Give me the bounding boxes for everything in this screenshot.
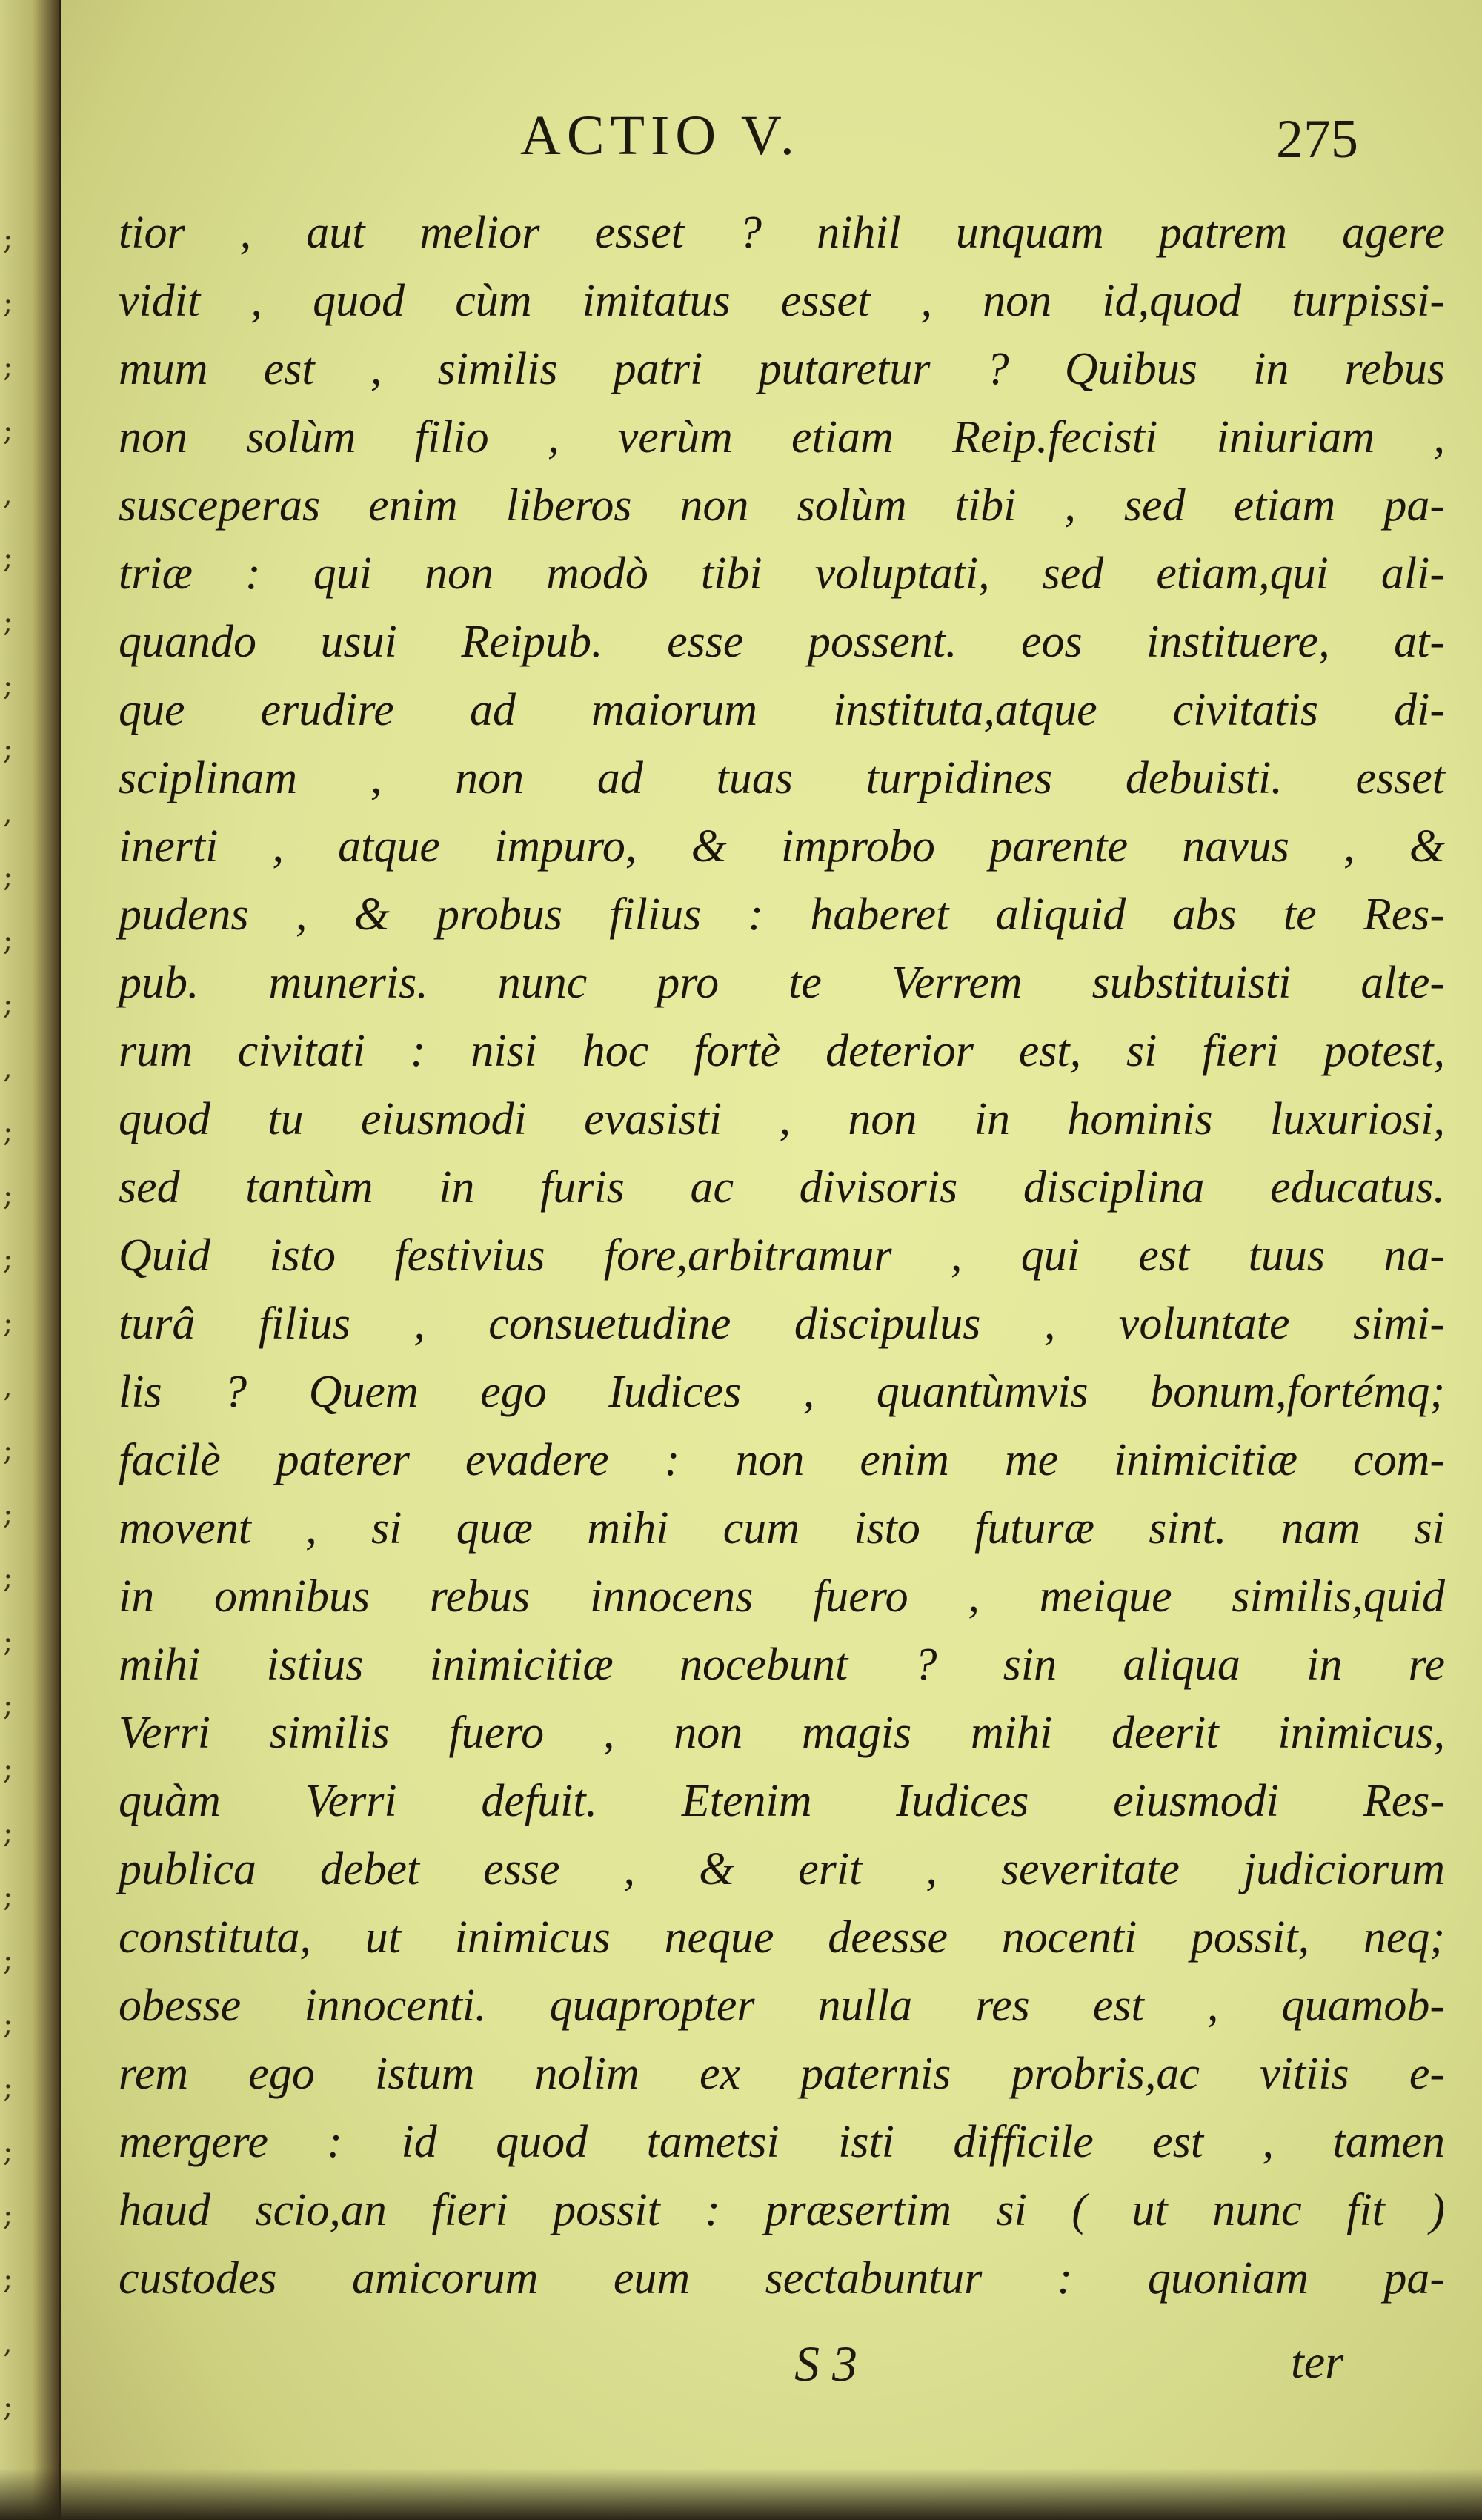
gutter-mark: ; <box>3 2262 13 2296</box>
gutter-mark: ; <box>3 669 13 703</box>
gutter-mark: ; <box>3 1497 13 1531</box>
gutter-mark: ; <box>3 1880 13 1914</box>
text-line: lis ? Quem ego Iudices , quantùmvis bonum,fortémq; <box>119 1367 1445 1417</box>
bottom-shadow <box>0 2468 1482 2520</box>
text-line: movent , si quæ mihi cum isto futuræ sint. nam si <box>119 1503 1445 1554</box>
gutter-mark: , <box>3 796 13 830</box>
text-line: tior , aut melior esset ? nihil unquam patrem agere <box>119 208 1445 258</box>
text-line: pudens , & probus filius : haberet aliquid abs te Res- <box>119 889 1445 940</box>
book-page <box>61 0 1482 2520</box>
text-line: constituta, ut inimicus neque deesse nocenti possit, neq; <box>119 1912 1445 1963</box>
text-line: facilè paterer evadere : non enim me inimicitiæ com- <box>119 1435 1445 1485</box>
body-text <box>119 199 1445 2312</box>
gutter-mark: ; <box>3 2007 13 2041</box>
text-line: sciplinam , non ad tuas turpidines debuisti. esset <box>119 753 1445 803</box>
text-line: quando usui Reipub. esse possent. eos instituere, at- <box>119 617 1445 667</box>
gutter-mark: ; <box>3 1752 13 1786</box>
gutter-marks <box>3 0 18 2520</box>
text-line: Quid isto festivius fore,arbitramur , qui est tuus na- <box>119 1230 1445 1281</box>
text-line: rum civitati : nisi hoc fortè deterior est, si fieri potest, <box>119 1026 1445 1076</box>
gutter-mark: ; <box>3 222 13 256</box>
text-line: quod tu eiusmodi evasisti , non in hominis luxuriosi, <box>119 1094 1445 1144</box>
gutter-mark: ; <box>3 2390 13 2424</box>
gutter-mark: ; <box>3 987 13 1021</box>
text-line: haud scio,an fieri possit : præsertim si ( ut nunc fit ) <box>119 2185 1445 2235</box>
text-line: triæ : qui non modò tibi voluptati, sed etiam,qui ali- <box>119 548 1445 599</box>
page-number: 275 <box>1276 109 1358 170</box>
gutter-mark: ; <box>3 2071 13 2105</box>
text-line: mergere : id quod tametsi isti difficile est , tamen <box>119 2117 1445 2167</box>
text-line: quàm Verri defuit. Etenim Iudices eiusmodi Res- <box>119 1776 1445 1826</box>
gutter-mark: ; <box>3 1625 13 1659</box>
text-line: turâ filius , consuetudine discipulus , voluntate simi- <box>119 1299 1445 1349</box>
text-line: publica debet esse , & erit , severitate judiciorum <box>119 1844 1445 1894</box>
gutter-mark: ; <box>3 1943 13 1977</box>
gutter-mark: ; <box>3 286 13 320</box>
gutter-mark: ; <box>3 1306 13 1340</box>
page-footer <box>61 2335 1482 2401</box>
gutter-mark: ; <box>3 541 13 575</box>
text-line: rem ego istum nolim ex paternis probris,ac vitiis e- <box>119 2049 1445 2099</box>
text-line: custodes amicorum eum sectabuntur : quoniam pa- <box>119 2253 1445 2304</box>
gutter-mark: , <box>3 1370 13 1404</box>
text-line: mihi istius inimicitiæ nocebunt ? sin aliqua in re <box>119 1639 1445 1690</box>
gutter-mark: ; <box>3 2135 13 2169</box>
text-line: non solùm filio , verùm etiam Reip.fecisti iniuriam , <box>119 412 1445 462</box>
text-line: que erudire ad maiorum instituta,atque civitatis di- <box>119 685 1445 735</box>
gutter-mark: ; <box>3 605 13 639</box>
gutter-mark: , <box>3 477 13 511</box>
gutter-mark: ; <box>3 350 13 384</box>
text-line: Verri similis fuero , non magis mihi deerit inimicus, <box>119 1708 1445 1758</box>
text-line: susceperas enim liberos non solùm tibi , sed etiam pa- <box>119 480 1445 531</box>
gutter-mark: , <box>3 1051 13 1085</box>
text-line: in omnibus rebus innocens fuero , meique similis,quid <box>119 1571 1445 1622</box>
gutter-mark: ; <box>3 414 13 448</box>
gutter-mark: ; <box>3 1816 13 1850</box>
text-line: vidit , quod cùm imitatus esset , non id,quod turpissi- <box>119 276 1445 326</box>
gutter-mark: , <box>3 2326 13 2360</box>
gutter-mark: ; <box>3 2198 13 2232</box>
text-line: obesse innocenti. quapropter nulla res est , quamob- <box>119 1980 1445 2031</box>
running-title: ACTIO V. <box>520 105 800 167</box>
text-line: sed tantùm in furis ac divisoris disciplina educatus. <box>119 1162 1445 1213</box>
gutter-mark: ; <box>3 924 13 958</box>
gutter-mark: ; <box>3 860 13 894</box>
text-line: inerti , atque impuro, & improbo parente navus , & <box>119 821 1445 872</box>
gutter-mark: ; <box>3 732 13 766</box>
page-header <box>61 104 1482 170</box>
gutter-mark: ; <box>3 1688 13 1722</box>
text-line: pub. muneris. nunc pro te Verrem substituisti alte- <box>119 958 1445 1008</box>
signature-mark: S 3 <box>794 2335 857 2392</box>
gutter-mark: ; <box>3 1178 13 1213</box>
gutter-mark: ; <box>3 1561 13 1595</box>
gutter-mark: ; <box>3 1115 13 1149</box>
catchword: ter <box>1291 2335 1344 2388</box>
gutter-mark: ; <box>3 1242 13 1276</box>
gutter-mark: ; <box>3 1433 13 1468</box>
text-line: mum est , similis patri putaretur ? Quibus in rebus <box>119 344 1445 394</box>
